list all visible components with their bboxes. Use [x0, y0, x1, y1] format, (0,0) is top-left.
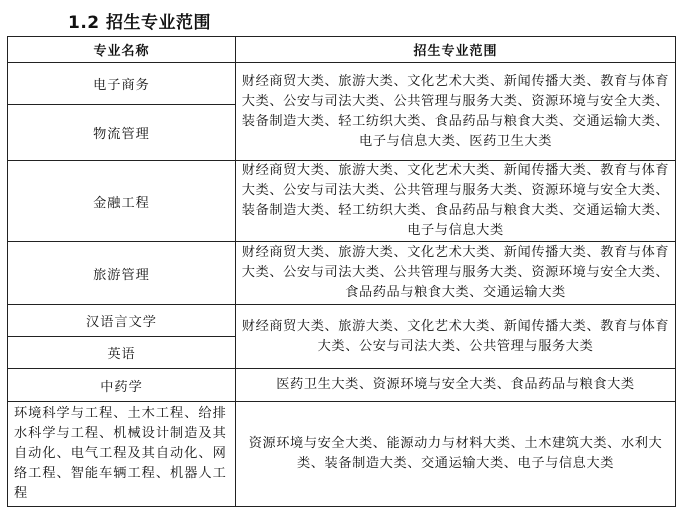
scope-cell: 医药卫生大类、资源环境与安全大类、食品药品与粮食大类: [236, 369, 676, 402]
header-major-name: 专业名称: [8, 37, 236, 63]
major-cell: 电子商务: [8, 63, 236, 105]
scope-cell: 财经商贸大类、旅游大类、文化艺术大类、新闻传播大类、教育与体育大类、公安与司法大类、公共管理与服务大类、资源环境与安全大类、装备制造大类、轻工纺织大类、食品药品与粮食大类、交通运输大类、电子与信息大类、医药卫生大类: [236, 63, 676, 161]
scope-cell: 财经商贸大类、旅游大类、文化艺术大类、新闻传播大类、教育与体育大类、公安与司法大类、公共管理与服务大类、资源环境与安全大类、食品药品与粮食大类、交通运输大类: [236, 242, 676, 305]
table-row: [8, 305, 676, 337]
major-cell: 中药学: [8, 369, 236, 402]
major-cell: 汉语言文学: [8, 305, 236, 337]
scope-cell: 资源环境与安全大类、能源动力与材料大类、土木建筑大类、水利大类、装备制造大类、交通运输大类、电子与信息大类: [236, 402, 676, 507]
major-cell: 环境科学与工程、土木工程、给排水科学与工程、机械设计制造及其自动化、电气工程及其自动化、网络工程、智能车辆工程、机器人工程: [8, 402, 236, 507]
section-heading: 1.2 招生专业范围: [68, 13, 212, 33]
major-cell: 英语: [8, 337, 236, 369]
table-row: [8, 242, 676, 305]
header-scope: 招生专业范围: [236, 37, 676, 63]
major-cell: 金融工程: [8, 161, 236, 242]
table-row: [8, 63, 676, 105]
table-row: [8, 402, 676, 507]
table-header-row: [8, 37, 676, 63]
major-cell: 物流管理: [8, 105, 236, 161]
admission-scope-table: [7, 36, 676, 507]
major-cell: 旅游管理: [8, 242, 236, 305]
table-row: [8, 161, 676, 242]
table-row: [8, 369, 676, 402]
scope-cell: 财经商贸大类、旅游大类、文化艺术大类、新闻传播大类、教育与体育大类、公安与司法大类、公共管理与服务大类: [236, 305, 676, 369]
scope-cell: 财经商贸大类、旅游大类、文化艺术大类、新闻传播大类、教育与体育大类、公安与司法大类、公共管理与服务大类、资源环境与安全大类、装备制造大类、轻工纺织大类、食品药品与粮食大类、交通运输大类、电子与信息大类: [236, 161, 676, 242]
